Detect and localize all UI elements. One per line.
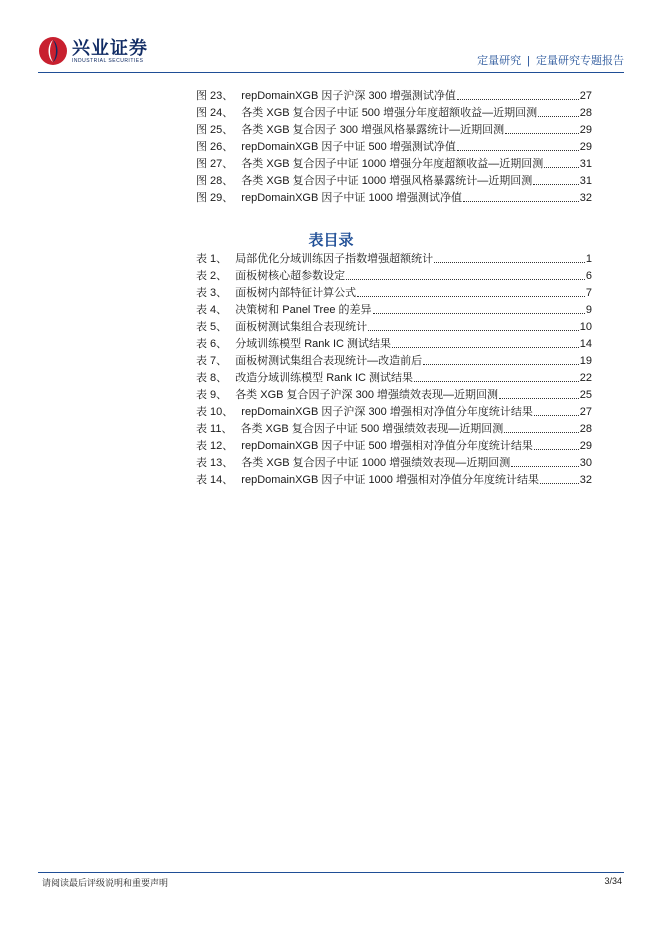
- figure-list-item[interactable]: [196, 137, 592, 154]
- entry-title: 面板树测试集组合表现统计—改造前后: [235, 355, 423, 367]
- entry-label: 表 14、: [196, 474, 234, 486]
- table-list-item[interactable]: [196, 368, 592, 385]
- dot-leader: [457, 149, 579, 151]
- dot-leader: [499, 397, 579, 399]
- entry-label: 表 12、: [196, 440, 234, 452]
- entry-title: 各类 XGB 复合因子中证 1000 增强分年度超额收益—近期回测: [241, 158, 544, 170]
- dot-leader: [357, 295, 585, 297]
- table-list-item[interactable]: [196, 453, 592, 470]
- figure-list-item[interactable]: [196, 86, 592, 103]
- entry-page-number: 7: [585, 287, 592, 299]
- dot-leader: [534, 448, 579, 450]
- dot-leader: [540, 482, 579, 484]
- figure-list: [196, 86, 592, 205]
- entry-title: 分域训练模型 Rank IC 测试结果: [235, 338, 392, 350]
- entry-label: 图 29、: [196, 192, 234, 204]
- industrial-securities-logo-icon: [38, 36, 68, 66]
- entry-label: 表 7、: [196, 355, 228, 367]
- entry-page-number: 28: [579, 423, 592, 435]
- entry-title: 各类 XGB 复合因子中证 500 增强绩效表现—近期回测: [240, 423, 504, 435]
- entry-label: 图 25、: [196, 124, 234, 136]
- table-list: [196, 249, 592, 487]
- figure-list-item[interactable]: [196, 103, 592, 120]
- table-list-item[interactable]: [196, 266, 592, 283]
- dot-leader: [368, 329, 579, 331]
- figure-list-item[interactable]: [196, 188, 592, 205]
- dot-leader: [392, 346, 579, 348]
- dot-leader: [423, 363, 579, 365]
- entry-page-number: 19: [579, 355, 592, 367]
- entry-label: 图 26、: [196, 141, 234, 153]
- entry-label: 表 11、: [196, 423, 233, 435]
- entry-title: repDomainXGB 因子中证 500 增强测试净值: [241, 141, 456, 153]
- entry-label: 表 10、: [196, 406, 234, 418]
- entry-page-number: 9: [585, 304, 592, 316]
- entry-title: 决策树和 Panel Tree 的差异: [235, 304, 372, 316]
- table-list-item[interactable]: [196, 334, 592, 351]
- report-type-label: 定量研究专题报告: [536, 55, 624, 67]
- entry-page-number: 30: [579, 457, 592, 469]
- entry-page-number: 32: [579, 474, 592, 486]
- entry-label: 表 13、: [196, 457, 234, 469]
- dot-leader: [346, 278, 585, 280]
- entry-title: 各类 XGB 复合因子中证 1000 增强绩效表现—近期回测: [241, 457, 511, 469]
- entry-label: 图 28、: [196, 175, 234, 187]
- entry-title: 面板树内部特征计算公式: [235, 287, 357, 299]
- entry-title: 面板树测试集组合表现统计: [235, 321, 368, 333]
- entry-label: 表 6、: [196, 338, 228, 350]
- entry-title: 各类 XGB 复合因子中证 1000 增强风格暴露统计—近期回测: [241, 175, 533, 187]
- entry-title: repDomainXGB 因子沪深 300 增强测试净值: [241, 90, 456, 102]
- table-list-item[interactable]: [196, 283, 592, 300]
- entry-label: 图 24、: [196, 107, 234, 119]
- table-list-item[interactable]: [196, 317, 592, 334]
- entry-label: 表 5、: [196, 321, 228, 333]
- entry-page-number: 10: [579, 321, 592, 333]
- logo-chinese-name: 兴业证券: [72, 37, 148, 58]
- figure-list-item[interactable]: [196, 120, 592, 137]
- entry-label: 表 8、: [196, 372, 228, 384]
- header-separator: |: [527, 55, 530, 67]
- entry-page-number: 28: [579, 107, 592, 119]
- entry-label: 表 1、: [196, 253, 228, 265]
- entry-label: 表 2、: [196, 270, 228, 282]
- table-list-item[interactable]: [196, 402, 592, 419]
- entry-title: repDomainXGB 因子中证 1000 增强相对净值分年度统计结果: [241, 474, 539, 486]
- footer-disclaimer: 请阅读最后评级说明和重要声明: [42, 878, 169, 888]
- dot-leader: [511, 465, 579, 467]
- table-list-item[interactable]: [196, 419, 592, 436]
- logo-english-name: INDUSTRIAL SECURITIES: [72, 57, 144, 64]
- dot-leader: [505, 132, 579, 134]
- table-list-item[interactable]: [196, 470, 592, 487]
- entry-label: 图 23、: [196, 90, 234, 102]
- entry-page-number: 14: [579, 338, 592, 350]
- dot-leader: [538, 115, 579, 117]
- entry-page-number: 6: [585, 270, 592, 282]
- report-category: [477, 52, 624, 68]
- entry-title: 局部优化分域训练因子指数增强超额统计: [235, 253, 434, 265]
- entry-page-number: 29: [579, 440, 592, 452]
- entry-label: 表 9、: [196, 389, 228, 401]
- entry-title: repDomainXGB 因子沪深 300 增强相对净值分年度统计结果: [241, 406, 533, 418]
- table-list-item[interactable]: [196, 300, 592, 317]
- table-list-item[interactable]: [196, 351, 592, 368]
- entry-page-number: 1: [585, 253, 592, 265]
- entry-label: 表 4、: [196, 304, 228, 316]
- page-header: [38, 36, 624, 72]
- entry-page-number: 31: [579, 158, 592, 170]
- entry-title: 面板树核心超参数设定: [235, 270, 346, 282]
- category-label: 定量研究: [477, 55, 522, 67]
- entry-title: 各类 XGB 复合因子沪深 300 增强绩效表现—近期回测: [235, 389, 498, 401]
- entry-page-number: 22: [579, 372, 592, 384]
- dot-leader: [414, 380, 579, 382]
- dot-leader: [544, 166, 579, 168]
- dot-leader: [504, 431, 578, 433]
- entry-page-number: 29: [579, 141, 592, 153]
- entry-title: 各类 XGB 复合因子 300 增强风格暴露统计—近期回测: [241, 124, 505, 136]
- entry-label: 图 27、: [196, 158, 234, 170]
- entry-page-number: 32: [579, 192, 592, 204]
- footer-divider: [38, 872, 624, 873]
- dot-leader: [373, 312, 585, 314]
- figure-list-item[interactable]: [196, 171, 592, 188]
- dot-leader: [534, 414, 579, 416]
- entry-page-number: 27: [579, 406, 592, 418]
- entry-page-number: 29: [579, 124, 592, 136]
- figure-list-item[interactable]: [196, 154, 592, 171]
- entry-label: 表 3、: [196, 287, 228, 299]
- dot-leader: [434, 261, 585, 263]
- table-list-item[interactable]: [196, 436, 592, 453]
- tables-section-heading: 表目录: [308, 232, 354, 249]
- table-list-item[interactable]: [196, 249, 592, 266]
- entry-title: repDomainXGB 因子中证 1000 增强测试净值: [241, 192, 462, 204]
- table-list-item[interactable]: [196, 385, 592, 402]
- dot-leader: [463, 200, 579, 202]
- entry-page-number: 31: [579, 175, 592, 187]
- entry-page-number: 27: [579, 90, 592, 102]
- header-divider: [38, 72, 624, 73]
- entry-title: 改造分域训练模型 Rank IC 测试结果: [235, 372, 414, 384]
- dot-leader: [457, 98, 579, 100]
- dot-leader: [533, 183, 579, 185]
- entry-page-number: 25: [579, 389, 592, 401]
- page-number: 3/34: [604, 876, 622, 886]
- company-logo: [38, 36, 148, 66]
- entry-title: 各类 XGB 复合因子中证 500 增强分年度超额收益—近期回测: [241, 107, 538, 119]
- entry-title: repDomainXGB 因子中证 500 增强相对净值分年度统计结果: [241, 440, 533, 452]
